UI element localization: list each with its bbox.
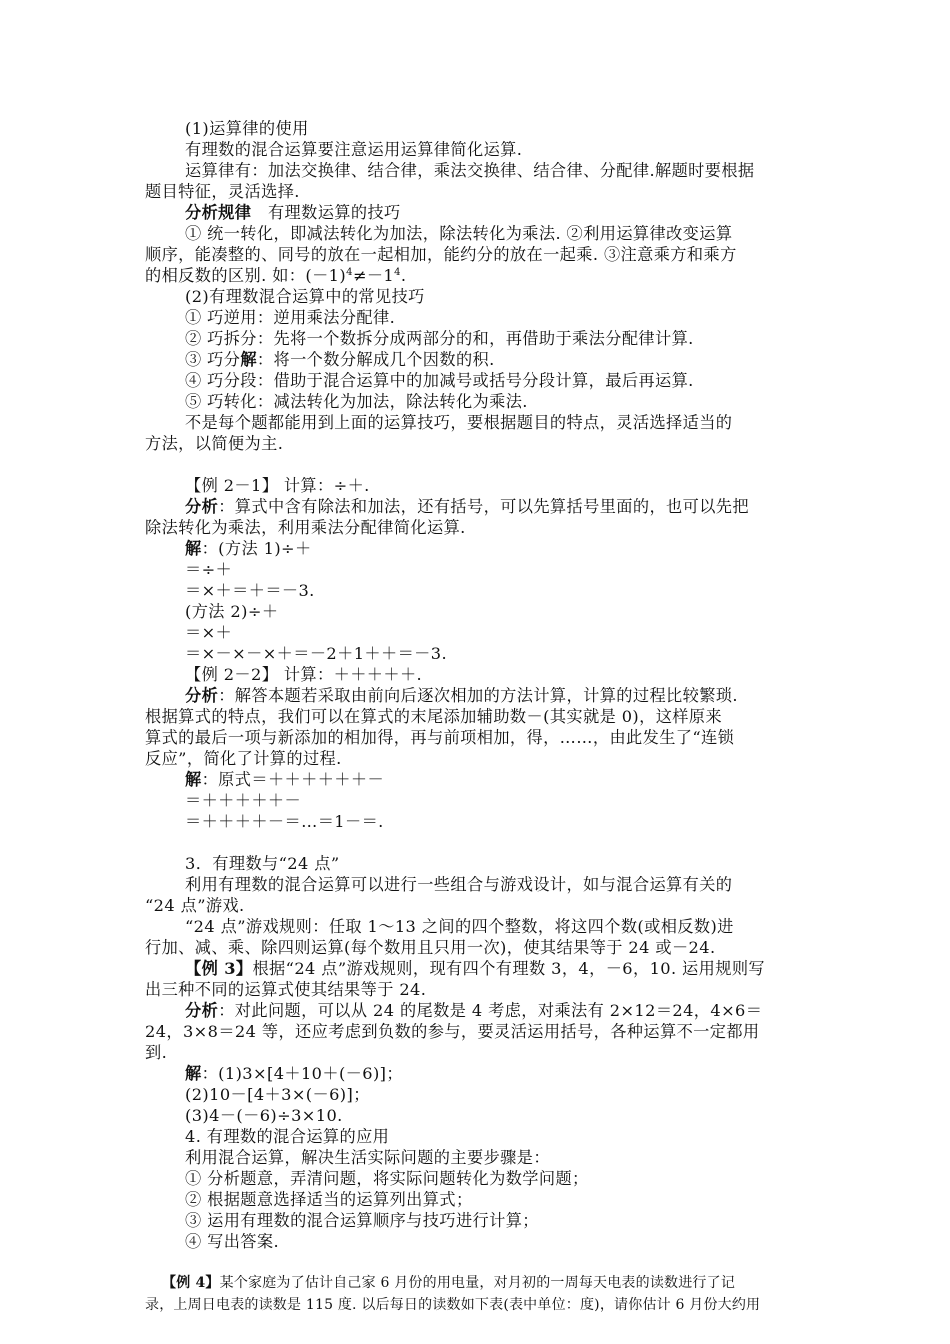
text: 某个家庭为了估计自己家 6 月份的用电量，对月初的一周每天电表的读数进行了记 [219,1275,736,1291]
text: 【例 2－1】 计算：÷＋. [185,476,370,495]
solution-line [0,1105,950,1126]
section-heading [0,1126,950,1147]
solution-line [0,538,950,559]
text: (1)运算律的使用 [185,119,309,138]
paragraph-line [0,979,950,1000]
solution-line [0,559,950,580]
text: 有理数的混合运算要注意运用运算律简化运算. [185,140,523,159]
paragraph-line [0,1000,950,1021]
text: ＝×＋ [185,623,233,642]
text: 24，3×8＝24 等，还应考虑到负数的参与，要灵活运用括号，各种运算不一定都用 [145,1022,760,1041]
text: ① 分析题意，弄清问题，将实际问题转化为数学问题； [185,1169,589,1188]
solution-line [0,1063,950,1084]
solution-line [0,580,950,601]
text: 到. [145,1043,168,1062]
list-item [0,1168,950,1189]
text: (3)4－(－6)÷3×10. [185,1106,343,1125]
document-body [0,118,950,1316]
paragraph-line [0,727,950,748]
paragraph-line [0,496,950,517]
text: 方法，以简便为主. [145,434,284,453]
text: ：解答本题若采取由前向后逐次相加的方法计算，计算的过程比较繁琐. [218,686,738,705]
text: ② 根据题意选择适当的运算列出算式； [185,1190,473,1209]
text: ① 统一转化，即减法转化为加法，除法转化为乘法. ②利用运算律改变运算 [185,224,733,243]
bold-label: 分析 [185,686,219,705]
text: 4. 有理数的混合运算的应用 [185,1127,390,1146]
text: ④ 巧分段：借助于混合运算中的加减号或括号分段计算，最后再运算. [185,371,694,390]
paragraph-line [0,685,950,706]
list-item [0,328,950,349]
text: ④ 写出答案. [185,1232,280,1251]
text: 根据“24 点”游戏规则，现有四个有理数 3，4，－6，10. 运用规则写 [252,959,765,978]
text: ＝＋＋＋＋－＝…＝1－＝. [185,812,384,831]
paragraph-line [0,244,950,265]
text: (2)有理数混合运算中的常见技巧 [185,287,425,306]
paragraph-line [0,1147,950,1168]
solution-line [0,643,950,664]
text: “24 点”游戏规则：任取 1～13 之间的四个整数，将这四个数(或相反数)进 [185,917,734,936]
text: 除法转化为乘法，利用乘法分配律简化运算. [145,518,466,537]
text: 顺序，能凑整的、同号的放在一起相加，能约分的放在一起乘. ③注意乘方和乘方 [145,245,737,264]
list-item [0,370,950,391]
paragraph-line [0,706,950,727]
text: ⑤ 巧转化：减法转化为加法，除法转化为乘法. [185,392,528,411]
text: 出三种不同的运算式使其结果等于 24. [145,980,427,999]
bold-label: 分析 [185,1001,219,1020]
text: ＝×－×－×＋＝－2＋1＋＋＝－3. [185,644,447,663]
bold-label: 【例 4】 [162,1275,220,1291]
paragraph-line [0,160,950,181]
paragraph-line [0,265,950,286]
spacer [0,832,950,853]
solution-line [0,1084,950,1105]
paragraph-line [0,916,950,937]
list-item [0,391,950,412]
paragraph-line [0,181,950,202]
text: ③ 巧分 [185,350,241,369]
text: ：原式＝＋＋＋＋＋＋－ [201,770,385,789]
text: ① 巧逆用：逆用乘法分配律. [185,308,396,327]
text: ：(方法 1)÷＋ [201,539,312,558]
list-item [0,1231,950,1252]
example-4-block [0,1272,950,1316]
text: 行加、减、乘、除四则运算(每个数用且只用一次)，使其结果等于 24 或－24. [145,938,716,957]
text: 根据算式的特点，我们可以在算式的末尾添加辅助数－(其实就是 0)，这样原来 [145,707,723,726]
text: 【例 2－2】 计算：＋＋＋＋＋. [185,665,423,684]
text: 录，上周日电表的读数是 115 度. 以后每日的读数如下表(表中单位：度)，请你估计 6 月份大约用 [145,1297,761,1313]
paragraph-line [0,937,950,958]
text: ≠－1 [352,266,395,285]
text: ：对此问题，可以从 24 的尾数是 4 考虑，对乘法有 2×12＝24，4×6＝ [218,1001,763,1020]
bold-label: 解 [185,770,202,789]
solution-line [0,622,950,643]
solution-line [0,601,950,622]
text: 利用有理数的混合运算可以进行一些组合与游戏设计，如与混合运算有关的 [185,875,733,894]
text: ＝×＋＝＋＝－3. [185,581,315,600]
bold-label: 解 [185,1064,202,1083]
paragraph-line [0,412,950,433]
spacer [0,1252,950,1272]
paragraph-line [0,1042,950,1063]
list-item [0,349,950,370]
bold-label: 分析规律 [185,203,252,222]
exponent: 4 [346,267,353,278]
text: 运算律有：加法交换律、结合律，乘法交换律、结合律、分配律.解题时要根据 [185,161,755,180]
text: 反应”，简化了计算的过程. [145,749,342,768]
text: (方法 2)÷＋ [185,602,279,621]
bold-label: 解 [185,539,202,558]
text: “24 点”游戏. [145,896,245,915]
paragraph-line [0,433,950,454]
exponent: 4 [394,267,401,278]
text: ：将一个数分解成几个因数的积. [256,350,495,369]
solution-line [0,811,950,832]
paragraph-line [0,1021,950,1042]
section-heading [0,853,950,874]
text: . [400,266,407,285]
solution-line [0,769,950,790]
paragraph-line [0,517,950,538]
bold-label: 分析 [185,497,219,516]
example-heading [0,1272,950,1294]
spacer [0,454,950,475]
text: ＝＋＋＋＋＋－ [185,791,302,810]
text: ③ 运用有理数的混合运算顺序与技巧进行计算； [185,1211,539,1230]
list-item [0,1189,950,1210]
list-item [0,1210,950,1231]
text: 3．有理数与“24 点” [185,854,340,873]
text: ＝÷＋ [185,560,233,579]
section-heading [0,286,950,307]
analysis-rule-heading [0,202,950,223]
solution-line [0,790,950,811]
text: 有理数运算的技巧 [251,203,401,222]
paragraph-line [0,874,950,895]
text: 不是每个题都能用到上面的运算技巧，要根据题目的特点，灵活选择适当的 [185,413,733,432]
paragraph-line [0,895,950,916]
text: 算式的最后一项与新添加的相加得，再与前项相加，得，……，由此发生了“连锁 [145,728,735,747]
text: 利用混合运算，解决生活实际问题的主要步骤是： [185,1148,550,1167]
text: 的相反数的区别. 如：(－1) [145,266,347,285]
text: ：算式中含有除法和加法，还有括号，可以先算括号里面的，也可以先把 [218,497,749,516]
text: ② 巧拆分：先将一个数拆分成两部分的和，再借助于乘法分配律计算. [185,329,694,348]
list-item [0,307,950,328]
bold-label: 解 [240,350,257,369]
paragraph-line [0,139,950,160]
text: 题目特征，灵活选择. [145,182,300,201]
example-heading [0,664,950,685]
text: (2)10－[4＋3×(－6)]； [185,1085,370,1104]
example-heading [0,475,950,496]
text: ：(1)3×[4＋10＋(－6)]； [201,1064,403,1083]
paragraph-line [0,223,950,244]
bold-label: 【例 3】 [185,959,253,978]
paragraph-line [0,748,950,769]
example-heading [0,958,950,979]
section-heading [0,118,950,139]
paragraph-line [0,1294,950,1316]
